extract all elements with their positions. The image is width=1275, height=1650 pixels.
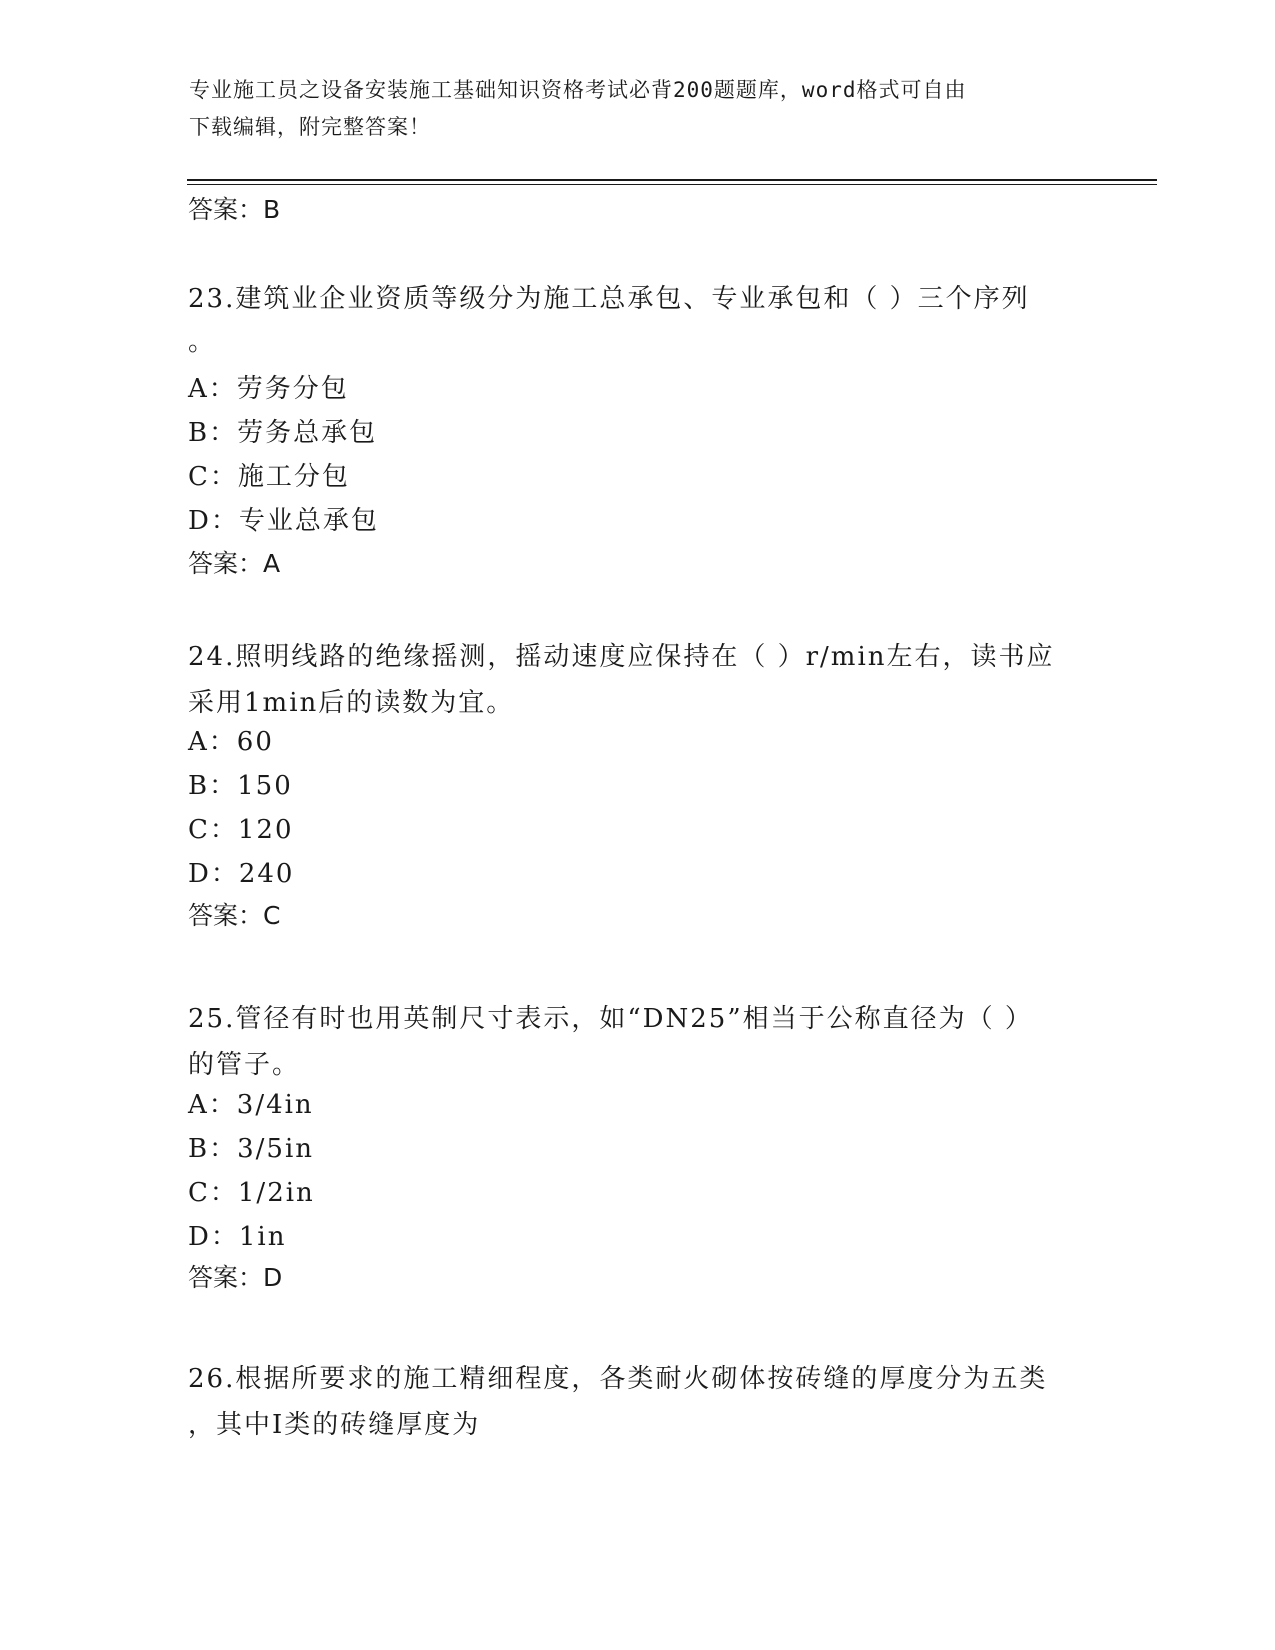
question-25 — [188, 996, 1088, 1088]
question-23-option-b: B：劳务总承包 — [188, 418, 378, 448]
question-25-option-d: D：1in — [188, 1222, 287, 1252]
question-23-option-c: C：施工分包 — [188, 462, 350, 492]
answer-23: 答案：A — [188, 549, 281, 578]
question-24 — [188, 634, 1088, 726]
answer-22: 答案：B — [188, 195, 281, 224]
question-24-line-1: 24.照明线路的绝缘摇测，摇动速度应保持在（ ）r/min左右，读书应 — [188, 642, 1055, 672]
question-23-line-2: 。 — [188, 327, 217, 357]
question-25-option-b: B：3/5in — [188, 1134, 315, 1164]
header-rule-thin — [187, 184, 1157, 185]
question-25-line-2: 的管子。 — [188, 1050, 301, 1080]
question-26-line-1: 26.根据所要求的施工精细程度，各类耐火砌体按砖缝的厚度分为五类 — [188, 1364, 1048, 1394]
answer-24: 答案：C — [188, 901, 281, 930]
header-line-1: 专业施工员之设备安装施工基础知识资格考试必背200题题库，word格式可自由 — [189, 78, 967, 102]
question-24-line-2: 采用1min后的读数为宜。 — [188, 688, 515, 718]
question-24-option-d: D：240 — [188, 859, 295, 889]
header-rule-thick — [187, 179, 1157, 181]
question-26-line-2: ，其中I类的砖缝厚度为 — [188, 1410, 481, 1440]
question-24-option-b: B：150 — [188, 771, 293, 801]
document-header — [189, 72, 1089, 146]
question-25-line-1: 25.管径有时也用英制尺寸表示，如“DN25”相当于公称直径为（ ） — [188, 1004, 1033, 1034]
answer-25: 答案：D — [188, 1263, 283, 1292]
question-25-option-a: A：3/4in — [188, 1090, 314, 1120]
header-line-2: 下载编辑，附完整答案！ — [189, 115, 431, 139]
question-23-option-d: D：专业总承包 — [188, 506, 379, 536]
question-24-option-a: A：60 — [188, 727, 274, 757]
question-25-option-c: C：1/2in — [188, 1178, 315, 1208]
question-24-option-c: C：120 — [188, 815, 294, 845]
question-23-line-1: 23.建筑业企业资质等级分为施工总承包、专业承包和（ ）三个序列 — [188, 284, 1030, 314]
question-23-option-a: A：劳务分包 — [188, 374, 349, 404]
question-23 — [188, 276, 1088, 362]
question-26 — [188, 1356, 1088, 1448]
